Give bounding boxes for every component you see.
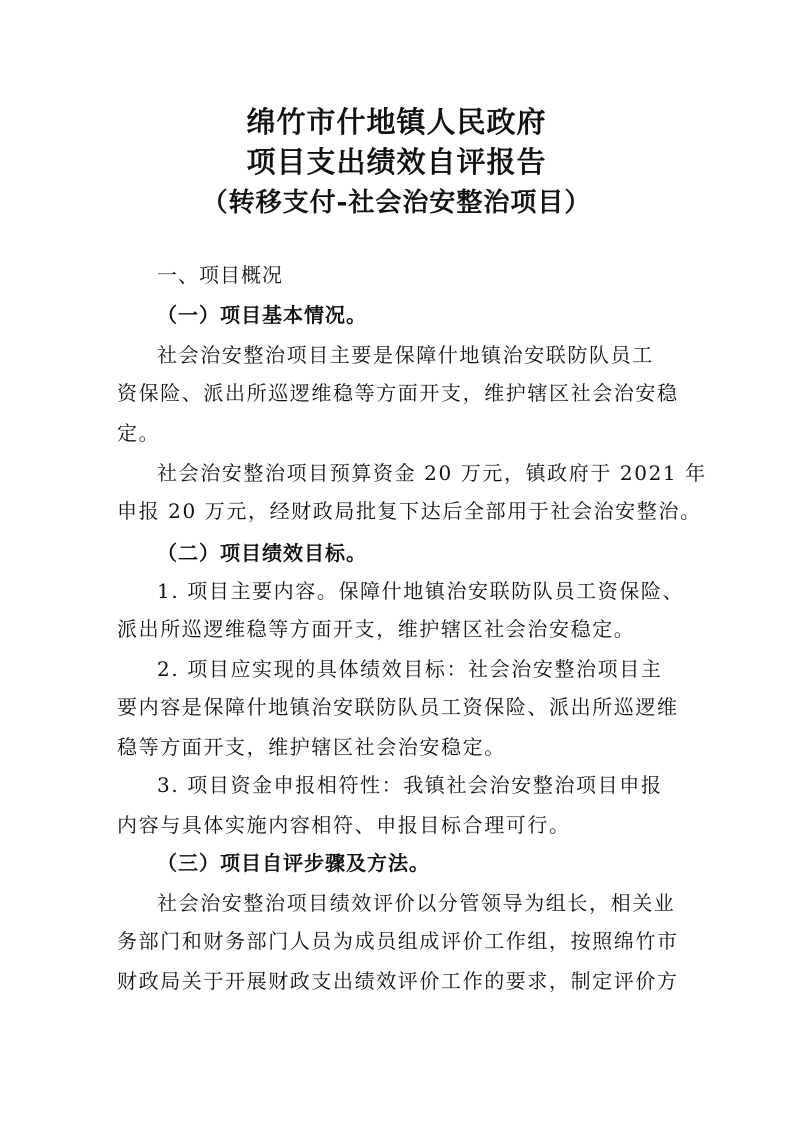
paragraph-line: 务部门和财务部门人员为成员组成评价工作组，按照绵竹市 — [117, 929, 679, 953]
list-item-line: 派出所巡逻维稳等方面开支，维护辖区社会治安稳定。 — [117, 617, 636, 641]
subsection-heading-method: （三）项目自评步骤及方法。 — [157, 851, 430, 875]
report-title-line-1: 绵竹市什地镇人民政府 — [246, 105, 547, 139]
paragraph-line: 财政局关于开展财政支出绩效评价工作的要求，制定评价方 — [117, 969, 679, 993]
section-heading-overview: 一、项目概况 — [157, 263, 283, 287]
paragraph-line: 资保险、派出所巡逻维稳等方面开支，维护辖区社会治安稳 — [117, 381, 679, 405]
subsection-heading-basic-info: （一）项目基本情况。 — [157, 303, 367, 327]
paragraph-line: 社会治安整治项目主要是保障什地镇治安联防队员工 — [157, 343, 654, 367]
paragraph-line: 定。 — [117, 421, 161, 445]
list-item-line: 内容与具体实施内容相符、申报目标合理可行。 — [117, 813, 571, 837]
list-item-line: 1. 项目主要内容。保障什地镇治安联防队员工资保险、 — [157, 579, 685, 603]
paragraph-line: 社会治安整治项目绩效评价以分管领导为组长，相关业 — [157, 891, 676, 915]
list-item-line: 稳等方面开支，维护辖区社会治安稳定。 — [117, 735, 506, 759]
report-title-line-2: 项目支出绩效自评报告 — [246, 145, 547, 179]
report-subtitle: （转移支付-社会治安整治项目） — [201, 188, 592, 218]
paragraph-line: 社会治安整治项目预算资金 20 万元，镇政府于 2021 年 — [157, 461, 707, 485]
list-item-line: 3. 项目资金申报相符性：我镇社会治安整治项目申报 — [157, 773, 663, 797]
subsection-heading-goals: （二）项目绩效目标。 — [157, 541, 367, 565]
list-item-line: 2. 项目应实现的具体绩效目标：社会治安整治项目主 — [157, 657, 663, 681]
paragraph-line: 申报 20 万元，经财政局批复下达后全部用于社会治安整治。 — [117, 499, 702, 523]
list-item-line: 要内容是保障什地镇治安联防队员工资保险、派出所巡逻维 — [117, 695, 679, 719]
